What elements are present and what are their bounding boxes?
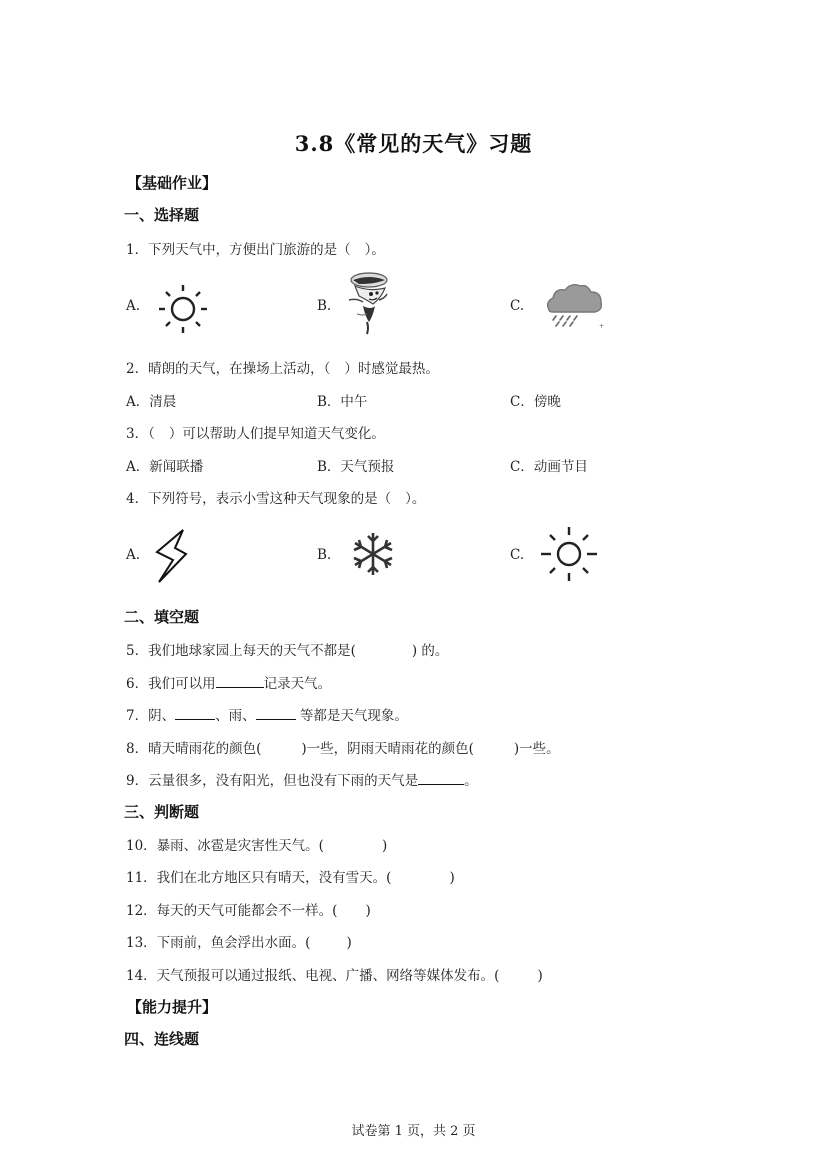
answer-blank[interactable] bbox=[175, 705, 215, 720]
section-heading-judgement: 三、判断题 bbox=[124, 803, 200, 821]
question-13-text: 13．下雨前，鱼会浮出水面。( bbox=[126, 935, 311, 951]
question-13-text-end: ) bbox=[346, 935, 352, 951]
snowflake-icon bbox=[350, 531, 396, 577]
q4-option-a[interactable] bbox=[126, 547, 140, 563]
question-7 bbox=[126, 704, 408, 724]
question-5-text: 5．我们地球家园上每天的天气不都是( bbox=[126, 643, 356, 659]
question-10-text-end: ) bbox=[381, 838, 388, 854]
answer-blank[interactable] bbox=[418, 770, 464, 785]
q2-option-c[interactable]: C．傍晚 bbox=[510, 394, 561, 410]
question-4-text: 4．下列符号，表示小雪这种天气现象的是（ bbox=[126, 491, 392, 507]
section-heading-fill-blank: 二、填空题 bbox=[124, 608, 200, 626]
answer-blank[interactable] bbox=[256, 705, 296, 720]
rain-cloud-icon bbox=[543, 280, 609, 332]
option-label: B. bbox=[317, 298, 332, 314]
sun-icon bbox=[540, 526, 598, 582]
question-8-text: 8．晴天晴雨花的颜色( bbox=[126, 741, 262, 757]
question-5 bbox=[126, 639, 448, 659]
question-9 bbox=[126, 769, 478, 789]
svg-text:+: + bbox=[599, 323, 605, 330]
question-8-text-mid: )一些，阴雨天晴雨花的颜色( bbox=[301, 741, 474, 757]
question-3-text: 3．（ bbox=[126, 426, 155, 442]
question-7-text-end: 等都是天气现象。 bbox=[299, 708, 408, 724]
question-2-text-end: ）时感觉最热。 bbox=[344, 361, 439, 377]
sun-icon bbox=[157, 283, 209, 335]
section-heading-choice: 一、选择题 bbox=[124, 206, 200, 224]
question-1-text-end: ）。 bbox=[364, 242, 385, 258]
question-11-text: 11．我们在北方地区只有晴天，没有雪天。( bbox=[126, 870, 392, 886]
question-4 bbox=[126, 487, 425, 507]
question-9-text-end: 。 bbox=[464, 773, 478, 789]
q4-option-b[interactable] bbox=[317, 547, 331, 563]
q2-option-b[interactable]: B．中午 bbox=[317, 394, 368, 410]
q1-option-b[interactable] bbox=[317, 298, 331, 314]
page-title: 3.8《常见的天气》习题 bbox=[294, 131, 533, 156]
answer-blank[interactable] bbox=[216, 673, 264, 688]
question-9-text: 9．云量很多，没有阳光，但也没有下雨的天气是 bbox=[126, 773, 419, 789]
question-14 bbox=[126, 964, 543, 984]
question-11-text-end: ) bbox=[449, 870, 455, 886]
question-6 bbox=[126, 672, 331, 692]
option-label: C. bbox=[510, 298, 525, 314]
question-2-text: 2．晴朗的天气，在操场上活动，（ bbox=[126, 361, 331, 377]
question-12-text: 12．每天的天气可能都会不一样。( bbox=[126, 903, 338, 919]
question-3-text-end: ）可以帮助人们提早知道天气变化。 bbox=[168, 426, 385, 442]
q4-option-c[interactable] bbox=[510, 547, 524, 563]
option-label: B. bbox=[317, 547, 332, 563]
question-14-text: 14．天气预报可以通过报纸、电视、广播、网络等媒体发布。( bbox=[126, 968, 500, 984]
q1-option-c[interactable] bbox=[510, 298, 524, 314]
q3-option-a[interactable]: A．新闻联播 bbox=[126, 459, 204, 475]
option-label: A. bbox=[126, 547, 141, 563]
page-footer: 试卷第 1 页，共 2 页 bbox=[351, 1124, 476, 1139]
question-1-text: 1．下列天气中，方便出门旅游的是（ bbox=[126, 242, 351, 258]
option-label: C. bbox=[510, 547, 525, 563]
question-6-text-end: 记录天气。 bbox=[263, 676, 332, 692]
question-8 bbox=[126, 737, 560, 757]
q3-option-c[interactable]: C．动画节目 bbox=[510, 459, 588, 475]
question-10-text: 10．暴雨、冰雹是灾害性天气。( bbox=[126, 838, 324, 854]
part-heading-advanced: 【能力提升】 bbox=[127, 998, 218, 1016]
part-heading-basic: 【基础作业】 bbox=[127, 174, 218, 192]
question-5-text-end: ) 的。 bbox=[411, 643, 449, 659]
question-2 bbox=[126, 357, 439, 377]
question-14-text-end: ) bbox=[537, 968, 543, 984]
question-6-text: 6．我们可以用 bbox=[126, 676, 216, 692]
question-4-text-end: ）。 bbox=[405, 491, 426, 507]
q1-option-a[interactable] bbox=[126, 298, 140, 314]
question-8-text-end: )一些。 bbox=[513, 741, 560, 757]
lightning-icon bbox=[153, 528, 191, 584]
question-11 bbox=[126, 866, 455, 886]
q2-option-a[interactable]: A．清晨 bbox=[126, 394, 177, 410]
question-7-text: 7．阴、 bbox=[126, 708, 176, 724]
q3-option-b[interactable]: B．天气预报 bbox=[317, 459, 395, 475]
section-heading-matching: 四、连线题 bbox=[124, 1030, 200, 1048]
question-12 bbox=[126, 899, 371, 919]
tornado-icon bbox=[345, 270, 389, 336]
question-13 bbox=[126, 931, 352, 951]
option-label: A. bbox=[126, 298, 141, 314]
question-12-text-end: ) bbox=[365, 903, 371, 919]
question-1 bbox=[126, 238, 385, 258]
question-10 bbox=[126, 834, 387, 854]
question-7-text-mid: 、雨、 bbox=[215, 708, 256, 724]
question-3 bbox=[126, 422, 385, 442]
